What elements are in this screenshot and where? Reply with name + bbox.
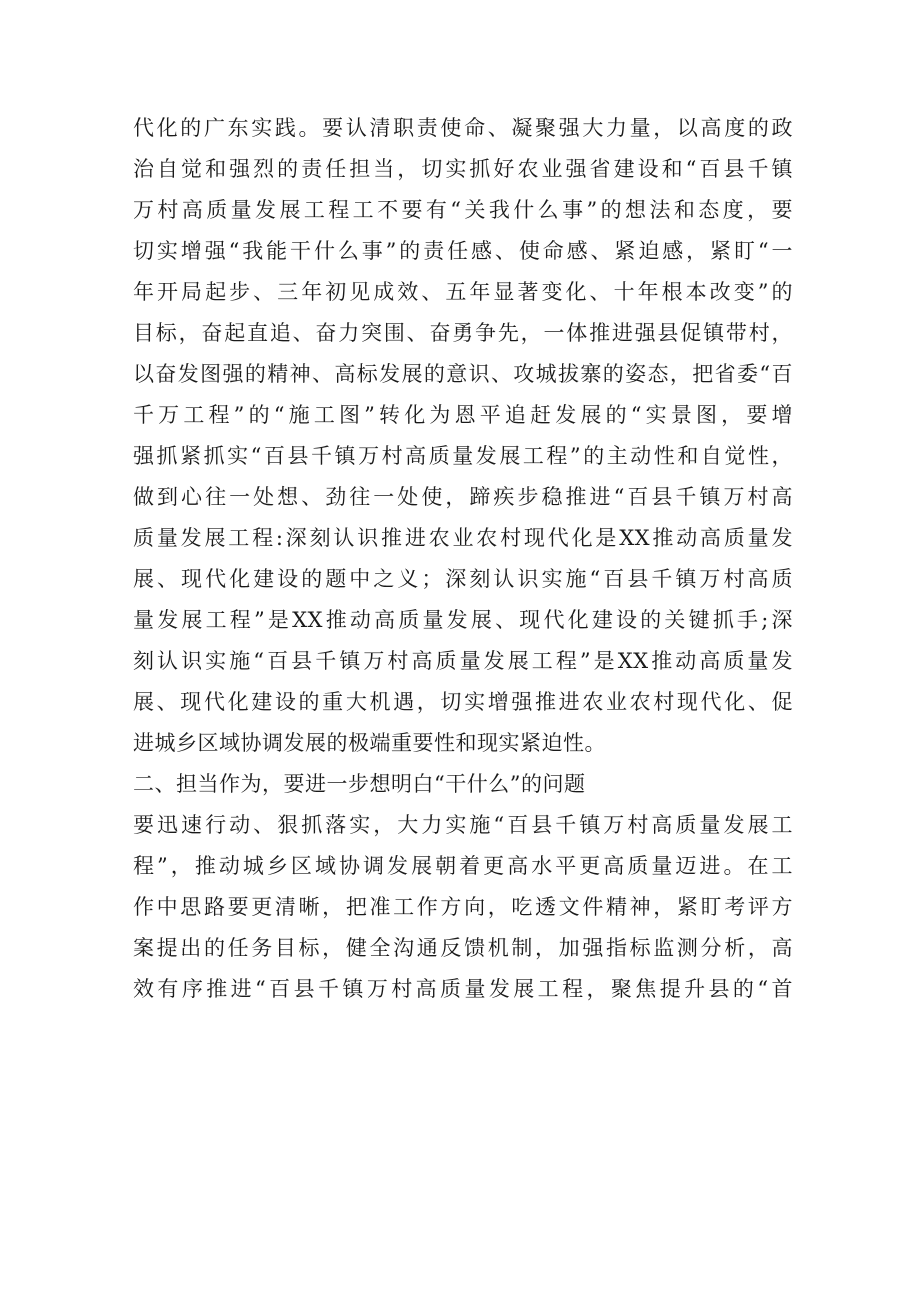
text-line: 展、现代化建设的重大机遇，切实增强推进农业农村现代化、促 — [133, 690, 793, 714]
text-line: 程”，推动城乡区域协调发展朝着更高水平更高质量迈进。在工 — [133, 854, 793, 878]
text-line: 切实增强“我能干什么事”的责任感、使命感、紧迫感，紧盯“一 — [133, 239, 793, 263]
text-line: 质量发展工程:深刻认识推进农业农村现代化是XX推动高质量发 — [133, 526, 793, 550]
text-line: 刻认识实施“百县千镇万村高质量发展工程”是XX推动高质量发 — [133, 649, 793, 673]
text-line: 量发展工程”是XX推动高质量发展、现代化建设的关键抓手;深 — [133, 608, 793, 632]
text-line: 展、现代化建设的题中之义；深刻认识实施“百县千镇万村高质 — [133, 567, 793, 591]
section-heading: 二、担当作为，要进一步想明白“干什么”的问题 — [133, 772, 586, 796]
text-line: 年开局起步、三年初见成效、五年显著变化、十年根本改变”的 — [133, 280, 793, 304]
text-line: 目标，奋起直追、奋力突围、奋勇争先，一体推进强县促镇带村， — [133, 321, 793, 345]
text-line: 以奋发图强的精神、高标发展的意识、攻城拔寨的姿态，把省委“百 — [133, 362, 793, 386]
text-line: 案提出的任务目标，健全沟通反馈机制，加强指标监测分析，高 — [133, 936, 793, 960]
text-line: 强抓紧抓实“百县千镇万村高质量发展工程”的主动性和自觉性， — [133, 444, 793, 468]
text-line: 效有序推进“百县千镇万村高质量发展工程，聚焦提升县的“首 — [133, 977, 793, 1001]
text-line: 代化的广东实践。要认清职责使命、凝聚强大力量，以高度的政 — [133, 116, 793, 140]
text-line: 千万工程”的“施工图”转化为恩平追赶发展的“实景图，要增 — [133, 403, 793, 427]
body-text — [133, 108, 793, 1010]
text-line: 要迅速行动、狠抓落实，大力实施“百县千镇万村高质量发展工 — [133, 813, 793, 837]
text-line: 万村高质量发展工程工不要有“关我什么事”的想法和态度，要 — [133, 198, 793, 222]
text-line: 作中思路要更清晰，把准工作方向，吃透文件精神，紧盯考评方 — [133, 895, 793, 919]
text-line: 治自觉和强烈的责任担当，切实抓好农业强省建设和“百县千镇 — [133, 157, 793, 181]
text-line: 进城乡区域协调发展的极端重要性和现实紧迫性。 — [133, 731, 606, 755]
text-line: 做到心往一处想、劲往一处使，蹄疾步稳推进“百县千镇万村高 — [133, 485, 793, 509]
